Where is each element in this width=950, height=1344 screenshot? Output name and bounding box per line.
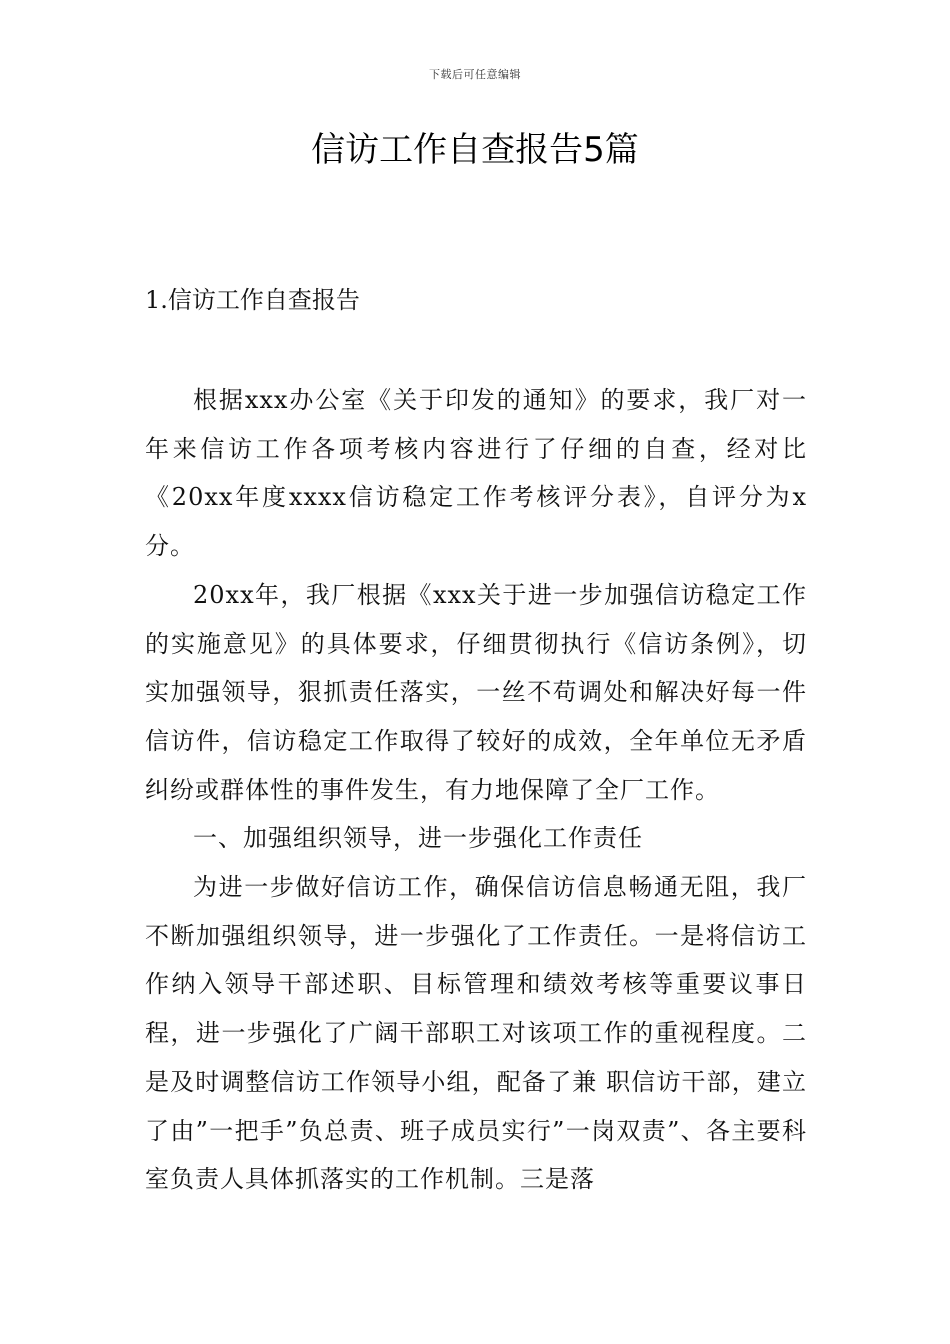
paragraph-4: 为进一步做好信访工作，确保信访信息畅通无阻，我厂不断加强组织领导，进一步强化了工作责任。一是将信访工作纳入领导干部述职、目标管理和绩效考核等重要议事日程，进一步强化了广阔干部职工对该项工作的重视程度。二是及时调整信访工作领导小组，配备了兼 职信访干部，建立了由”一把手”负总责、班子成员实行”一岗双责”、各主要科室负责人具体抓落实的工作机制。三是落 — [145, 873, 807, 1194]
document-title: 信访工作自查报告5篇 — [311, 130, 639, 170]
body-text — [145, 376, 807, 1204]
paragraph-1: 根据xxx办公室《关于印发的通知》的要求，我厂对一年来信访工作各项考核内容进行了仔细的自查，经对比《20xx年度xxxx信访稳定工作考核评分表》，自评分为x分。 — [145, 386, 807, 561]
header-note: 下载后可任意编辑 — [429, 68, 521, 81]
paragraph-3-subheading: 一、加强组织领导，进一步强化工作责任 — [193, 824, 643, 853]
paragraph-2: 20xx年，我厂根据《xxx关于进一步加强信访稳定工作的实施意见》的具体要求，仔细贯彻执行《信访条例》，切实加强领导，狠抓责任落实，一丝不苟调处和解决好每一件信访件，信访稳定工作取得了较好的成效，全年单位无矛盾纠纷或群体性的事件发生，有力地保障了全厂工作。 — [145, 580, 807, 804]
section-heading: 1.信访工作自查报告 — [145, 286, 360, 314]
